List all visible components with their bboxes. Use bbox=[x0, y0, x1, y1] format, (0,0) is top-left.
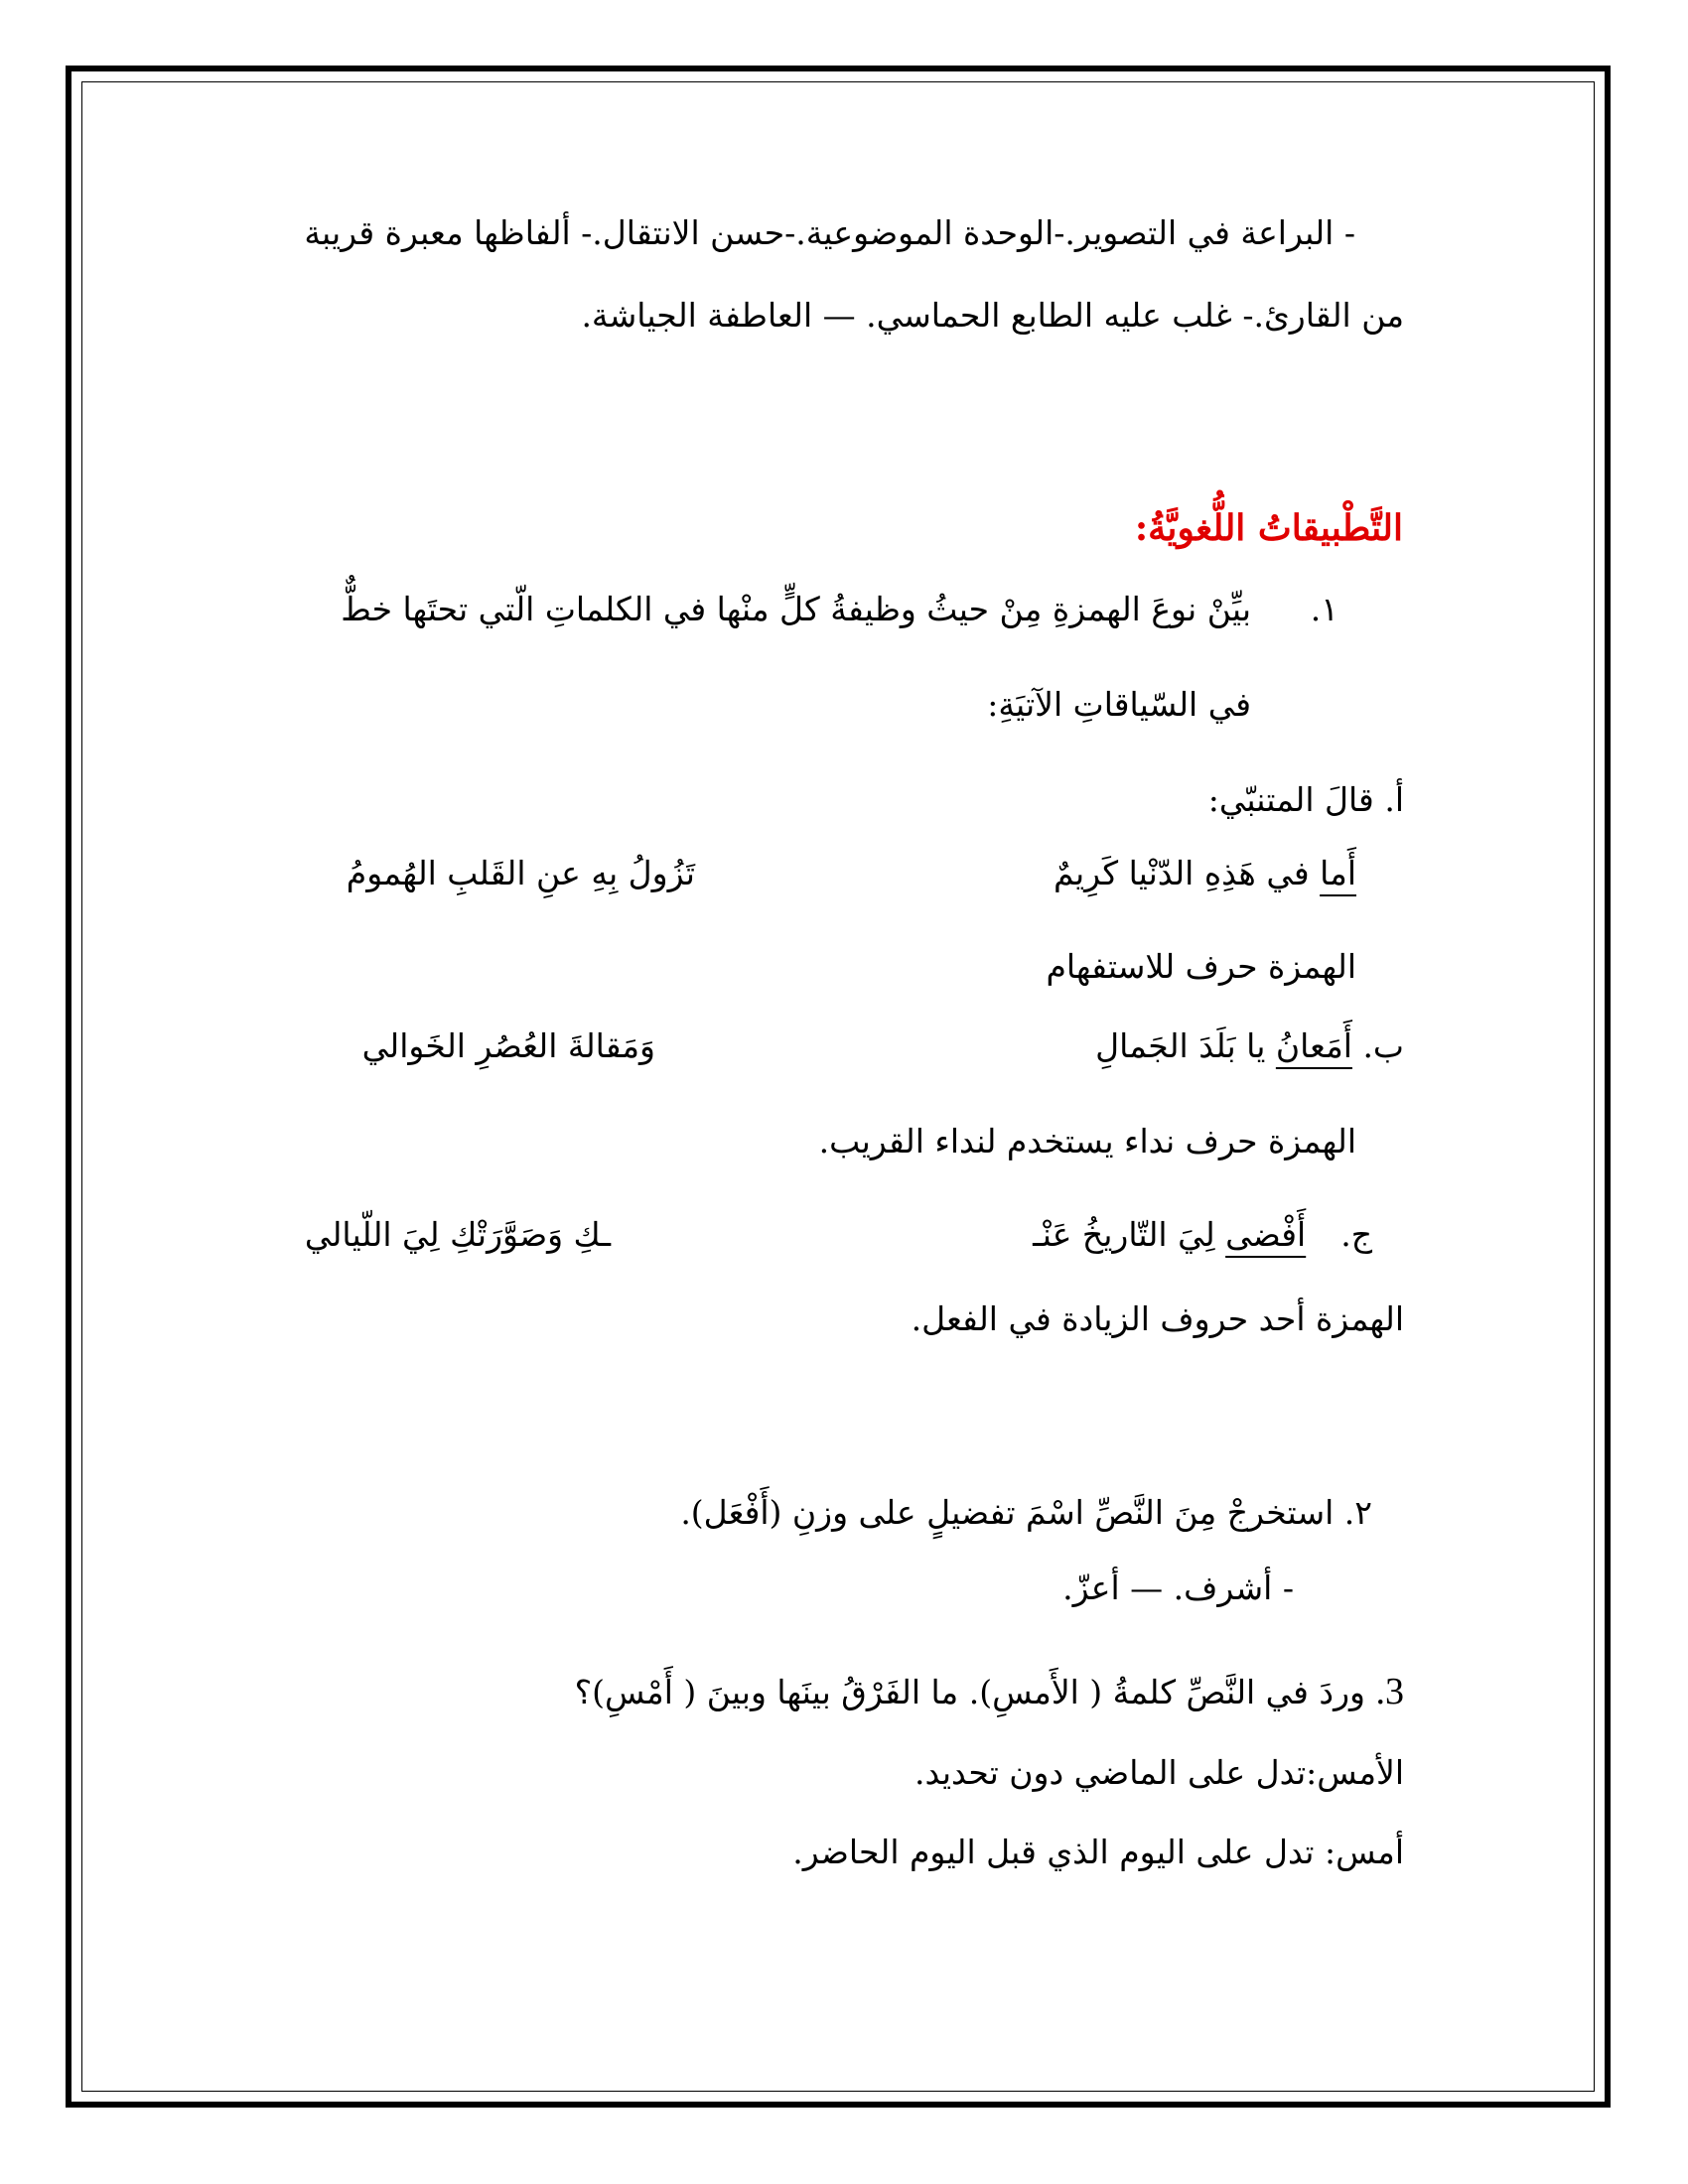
q1a-label-text: أ. bbox=[1384, 780, 1404, 819]
q1c-underlined-word: أَفْضى bbox=[1225, 1215, 1307, 1254]
q1a-verse-part1 bbox=[1054, 852, 1356, 895]
q2-answer: - أشرف. — أعزّ. bbox=[1062, 1569, 1294, 1607]
q3-line bbox=[575, 1670, 1404, 1714]
q2-line: ٢. استخرجْ مِنَ النَّصِّ اسْمَ تفضيلٍ على وزنِ (أَفْعَل). bbox=[680, 1493, 1372, 1532]
q1a-verse-rest: في هَذِهِ الدّنْيا كَرِيمٌ bbox=[1054, 854, 1321, 892]
q1c-verse-part2: ـكِ وَصَوَّرَتْكِ لِيَ اللّيالي bbox=[304, 1215, 611, 1254]
q1a-answer: الهمزة حرف للاستفهام bbox=[1046, 947, 1356, 986]
page-border bbox=[66, 66, 1611, 2108]
q1b-answer: الهمزة حرف نداء يستخدم لنداء القريب. bbox=[818, 1122, 1356, 1160]
q1b-label: ب. bbox=[1362, 1026, 1404, 1065]
q1b-underlined-word: أَمَعانُ bbox=[1275, 1026, 1352, 1065]
q1c-label: ج. bbox=[1340, 1215, 1372, 1254]
q1c-answer: الهمزة أحد حروف الزيادة في الفعل. bbox=[911, 1299, 1404, 1338]
q1b-verse-part1 bbox=[1095, 1024, 1404, 1068]
q3-number: 3. bbox=[1375, 1671, 1404, 1712]
q1a-verse-part2: تَزُولُ بِهِ عنِ القَلبِ الهُمومُ bbox=[346, 854, 695, 892]
q1a-underlined-word: أَما bbox=[1320, 854, 1356, 892]
intro-line-1: - البراعة في التصوير.-الوحدة الموضوعية.-حسن الانتقال.- ألفاظها معبرة قريبة bbox=[304, 213, 1355, 252]
q1-line-1: بيِّنْ نوعَ الهمزةِ مِنْ حيثُ وظيفةُ كلٍّ منْها في الكلماتِ الّتي تحتَها خطٌّ bbox=[341, 590, 1251, 628]
q1b-verse-part2: وَمَقالةَ العُصُرِ الخَوالي bbox=[361, 1026, 655, 1065]
q1-line-2: في السّياقاتِ الآتيَةِ: bbox=[987, 685, 1251, 724]
q1c-verse-rest: لِيَ التّاريخُ عَنْـ bbox=[1033, 1215, 1226, 1254]
q3-text: وردَ في النَّصِّ كلمةُ ( الأَمسِ). ما الفَرْقُ بينَها وبينَ ( أَمْسِ)؟ bbox=[574, 1673, 1365, 1711]
section-heading: التَّطْبيقاتُ اللُّغويَّةُ: bbox=[1134, 507, 1403, 549]
q3-answer-1: الأمس:تدل على الماضي دون تحديد. bbox=[914, 1753, 1404, 1792]
q1-number: ١. bbox=[1310, 590, 1338, 628]
q1a-intro: قالَ المتنبّي: bbox=[1207, 780, 1374, 819]
q1a-label bbox=[1208, 778, 1404, 822]
q1c-verse-part1 bbox=[1033, 1213, 1372, 1257]
intro-line-2: من القارئ.- غلب عليه الطابع الحماسي. — العاطفة الجياشة. bbox=[581, 296, 1404, 335]
q3-answer-2: أمس: تدل على اليوم الذي قبل اليوم الحاضر. bbox=[792, 1833, 1404, 1871]
q1b-verse-rest: يا بَلَدَ الجَمالِ bbox=[1095, 1026, 1276, 1065]
